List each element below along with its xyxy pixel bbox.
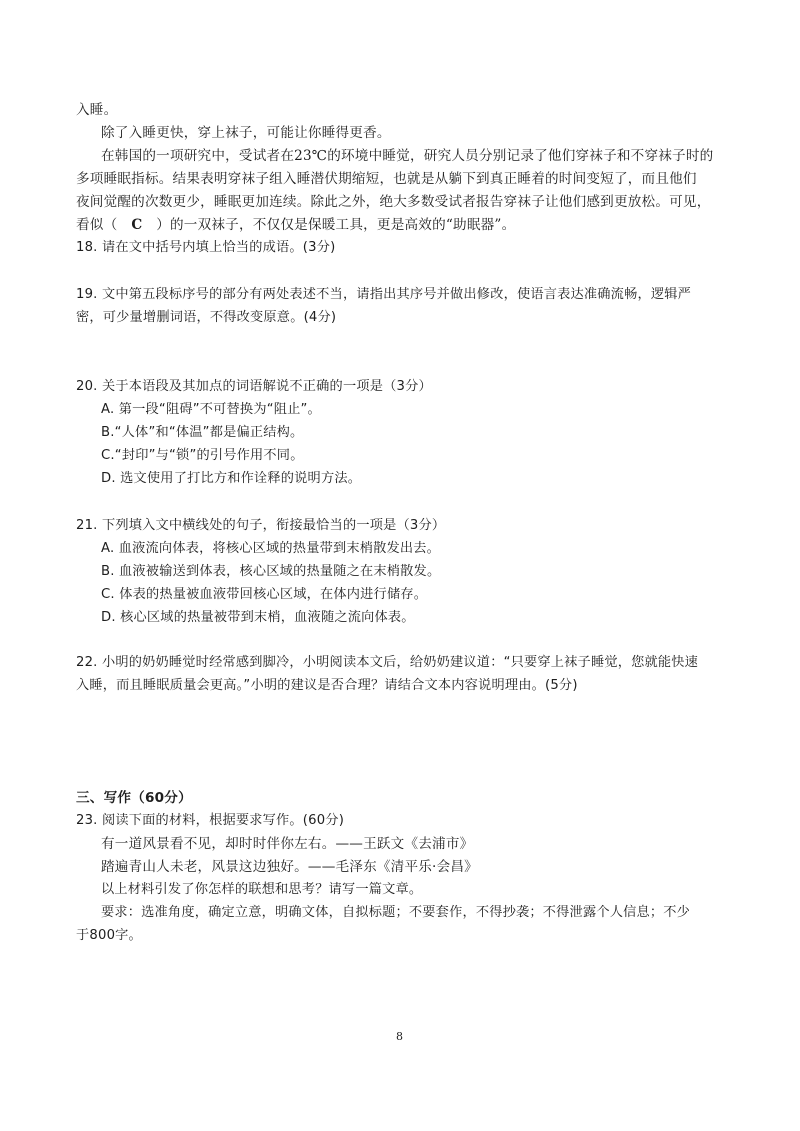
passage-line-5-pre: 看似（: [76, 217, 118, 233]
question-20-option-a: A. 第一段“阻碍”不可替换为“阻止”。: [101, 402, 321, 417]
writing-requirements-line-2: 于800字。: [76, 928, 142, 943]
writing-requirements-line-1: 要求：选准角度，确定立意，明确文体，自拟标题；不要套作，不得抄袭；不得泄露个人信息；不少: [101, 905, 691, 920]
question-23: 23. 阅读下面的材料，根据要求写作。(60分): [76, 813, 345, 828]
answer-letter: C: [131, 217, 143, 233]
question-20-option-b: B.“人体”和“体温”都是偏正结构。: [101, 425, 304, 440]
question-21-option-a: A. 血液流向体表，将核心区域的热量带到末梢散发出去。: [101, 541, 441, 556]
passage-line-5: [76, 215, 515, 235]
quote-2: 踏遍青山人未老，风景这边独好。——毛泽东《清平乐·会昌》: [101, 859, 478, 875]
quote-1: 有一道风景看不见，却时时伴你左右。——王跃文《去浦市》: [101, 836, 474, 852]
question-21-option-c: C. 体表的热量被血液带回核心区域，在体内进行储存。: [101, 587, 428, 602]
passage-line-1: 除了入睡更快，穿上袜子，可能让你睡得更香。: [101, 125, 391, 141]
question-19-line-1: 19. 文中第五段标序号的部分有两处表述不当，请指出其序号并做出修改，使语言表达准确流畅，逻辑严: [76, 287, 692, 302]
question-20-option-c: C.“封印”与“锁”的引号作用不同。: [101, 448, 304, 463]
question-21-option-d: D. 核心区域的热量被带到末梢，血液随之流向体表。: [101, 610, 415, 625]
passage-line-4: 夜间觉醒的次数更少，睡眠更加连续。除此之外，绝大多数受试者报告穿袜子让他们感到更放松。可见，: [76, 194, 711, 210]
question-21-stem: 21. 下列填入文中横线处的句子，衔接最恰当的一项是（3分）: [76, 518, 446, 533]
section-3-heading: 三、写作（60分）: [76, 790, 192, 806]
question-20-stem: 20. 关于本语段及其加点的词语解说不正确的一项是（3分）: [76, 379, 432, 394]
passage-line-0: 入睡。: [76, 102, 118, 118]
question-22-line-1: 22. 小明的奶奶睡觉时经常感到脚冷，小明阅读本文后，给奶奶建议道：“只要穿上袜子睡觉，您就能快速: [76, 655, 699, 670]
question-19-line-2: 密，可少量增删词语，不得改变原意。(4分): [76, 310, 337, 325]
question-20-option-d: D. 选文使用了打比方和作诠释的说明方法。: [101, 471, 362, 486]
writing-prompt: 以上材料引发了你怎样的联想和思考？请写一篇文章。: [101, 882, 423, 897]
question-18: 18. 请在文中括号内填上恰当的成语。(3分): [76, 240, 336, 255]
question-22-line-2: 入睡，而且睡眠质量会更高。”小明的建议是否合理？请结合文本内容说明理由。(5分): [76, 678, 578, 693]
passage-line-3: 多项睡眠指标。结果表明穿袜子组入睡潜伏期缩短，也就是从躺下到真正睡着的时间变短了，而且他们: [76, 171, 697, 187]
question-21-option-b: B. 血液被输送到体表，核心区域的热量随之在末梢散发。: [101, 564, 441, 579]
passage-line-5-post: ）的一双袜子，不仅仅是保暖工具，更是高效的“助眠器”。: [156, 217, 516, 233]
passage-line-2: 在韩国的一项研究中，受试者在23℃的环境中睡觉，研究人员分别记录了他们穿袜子和不穿袜子时的: [101, 148, 714, 164]
page-number: 8: [396, 1030, 403, 1043]
